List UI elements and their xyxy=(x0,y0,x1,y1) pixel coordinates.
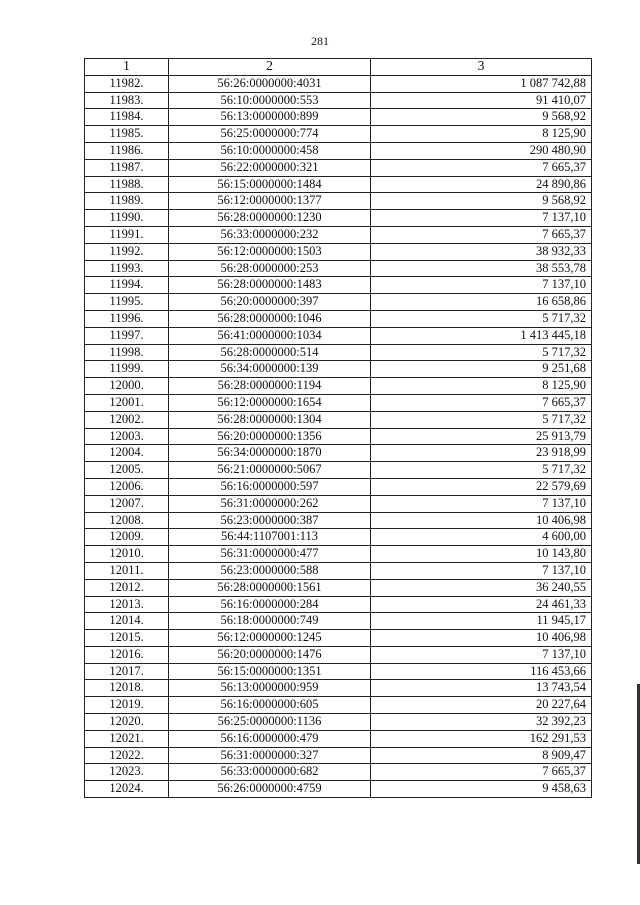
row-number-cell: 11992. xyxy=(85,243,169,260)
table-row xyxy=(85,193,592,210)
value-cell: 8 125,90 xyxy=(371,378,592,395)
value-cell: 5 717,32 xyxy=(371,310,592,327)
row-number-cell: 12008. xyxy=(85,512,169,529)
cadastral-number-cell: 56:16:0000000:605 xyxy=(169,697,371,714)
value-cell: 7 665,37 xyxy=(371,226,592,243)
cadastral-number-cell: 56:12:0000000:1503 xyxy=(169,243,371,260)
value-cell: 7 137,10 xyxy=(371,277,592,294)
cadastral-number-cell: 56:23:0000000:387 xyxy=(169,512,371,529)
cadastral-number-cell: 56:28:0000000:1046 xyxy=(169,310,371,327)
table-row xyxy=(85,764,592,781)
cadastral-number-cell: 56:26:0000000:4759 xyxy=(169,781,371,798)
cadastral-number-cell: 56:25:0000000:774 xyxy=(169,126,371,143)
cadastral-number-cell: 56:12:0000000:1654 xyxy=(169,394,371,411)
row-number-cell: 12020. xyxy=(85,714,169,731)
table-row xyxy=(85,462,592,479)
value-cell: 36 240,55 xyxy=(371,579,592,596)
row-number-cell: 11985. xyxy=(85,126,169,143)
row-number-cell: 12015. xyxy=(85,630,169,647)
table-row xyxy=(85,344,592,361)
table-row xyxy=(85,747,592,764)
cadastral-number-cell: 56:20:0000000:1476 xyxy=(169,646,371,663)
row-number-cell: 12017. xyxy=(85,663,169,680)
value-cell: 91 410,07 xyxy=(371,92,592,109)
cadastral-number-cell: 56:10:0000000:458 xyxy=(169,142,371,159)
table-row xyxy=(85,579,592,596)
cadastral-number-cell: 56:28:0000000:1230 xyxy=(169,210,371,227)
table-row xyxy=(85,546,592,563)
row-number-cell: 12000. xyxy=(85,378,169,395)
cadastral-number-cell: 56:10:0000000:553 xyxy=(169,92,371,109)
value-cell: 116 453,66 xyxy=(371,663,592,680)
value-cell: 7 137,10 xyxy=(371,495,592,512)
table-row xyxy=(85,445,592,462)
row-number-cell: 12011. xyxy=(85,562,169,579)
page-number: 281 xyxy=(311,34,329,48)
cadastral-number-cell: 56:15:0000000:1351 xyxy=(169,663,371,680)
cadastral-number-cell: 56:16:0000000:597 xyxy=(169,478,371,495)
cadastral-number-cell: 56:22:0000000:321 xyxy=(169,159,371,176)
row-number-cell: 12022. xyxy=(85,747,169,764)
row-number-cell: 12003. xyxy=(85,428,169,445)
value-cell: 9 251,68 xyxy=(371,361,592,378)
cadastral-number-cell: 56:28:0000000:253 xyxy=(169,260,371,277)
cadastral-number-cell: 56:21:0000000:5067 xyxy=(169,462,371,479)
value-cell: 10 406,98 xyxy=(371,630,592,647)
cadastral-number-cell: 56:26:0000000:4031 xyxy=(169,75,371,92)
cadastral-number-cell: 56:28:0000000:1304 xyxy=(169,411,371,428)
cadastral-number-cell: 56:15:0000000:1484 xyxy=(169,176,371,193)
cadastral-number-cell: 56:28:0000000:1483 xyxy=(169,277,371,294)
value-cell: 38 932,33 xyxy=(371,243,592,260)
row-number-cell: 11983. xyxy=(85,92,169,109)
cadastral-number-cell: 56:28:0000000:1194 xyxy=(169,378,371,395)
table-row xyxy=(85,596,592,613)
value-cell: 20 227,64 xyxy=(371,697,592,714)
value-cell: 9 568,92 xyxy=(371,193,592,210)
value-cell: 32 392,23 xyxy=(371,714,592,731)
cadastral-number-cell: 56:12:0000000:1245 xyxy=(169,630,371,647)
table-row xyxy=(85,646,592,663)
cadastral-number-cell: 56:20:0000000:397 xyxy=(169,294,371,311)
table-row xyxy=(85,394,592,411)
cadastral-number-cell: 56:31:0000000:477 xyxy=(169,546,371,563)
row-number-cell: 11986. xyxy=(85,142,169,159)
row-number-cell: 11982. xyxy=(85,75,169,92)
value-cell: 22 579,69 xyxy=(371,478,592,495)
column-header-number: 1 xyxy=(85,59,169,76)
row-number-cell: 12006. xyxy=(85,478,169,495)
cadastral-number-cell: 56:33:0000000:682 xyxy=(169,764,371,781)
cadastral-number-cell: 56:28:0000000:1561 xyxy=(169,579,371,596)
table-row xyxy=(85,310,592,327)
row-number-cell: 12012. xyxy=(85,579,169,596)
table-row xyxy=(85,697,592,714)
cadastral-number-cell: 56:34:0000000:1870 xyxy=(169,445,371,462)
column-header-cadastral-number: 2 xyxy=(169,59,371,76)
row-number-cell: 11988. xyxy=(85,176,169,193)
table-row xyxy=(85,126,592,143)
value-cell: 9 458,63 xyxy=(371,781,592,798)
row-number-cell: 11987. xyxy=(85,159,169,176)
table-row xyxy=(85,159,592,176)
table-row xyxy=(85,529,592,546)
row-number-cell: 12016. xyxy=(85,646,169,663)
row-number-cell: 11997. xyxy=(85,327,169,344)
row-number-cell: 11984. xyxy=(85,109,169,126)
cadastral-number-cell: 56:18:0000000:749 xyxy=(169,613,371,630)
table-row xyxy=(85,109,592,126)
value-cell: 1 087 742,88 xyxy=(371,75,592,92)
table-row xyxy=(85,75,592,92)
cadastral-number-cell: 56:25:0000000:1136 xyxy=(169,714,371,731)
cadastral-number-cell: 56:34:0000000:139 xyxy=(169,361,371,378)
value-cell: 7 665,37 xyxy=(371,394,592,411)
value-cell: 7 665,37 xyxy=(371,764,592,781)
row-number-cell: 12013. xyxy=(85,596,169,613)
table-row xyxy=(85,243,592,260)
value-cell: 11 945,17 xyxy=(371,613,592,630)
row-number-cell: 12019. xyxy=(85,697,169,714)
row-number-cell: 11996. xyxy=(85,310,169,327)
row-number-cell: 11993. xyxy=(85,260,169,277)
cadastral-number-cell: 56:28:0000000:514 xyxy=(169,344,371,361)
value-cell: 13 743,54 xyxy=(371,680,592,697)
table-row xyxy=(85,327,592,344)
value-cell: 5 717,32 xyxy=(371,344,592,361)
value-cell: 25 913,79 xyxy=(371,428,592,445)
cadastral-number-cell: 56:16:0000000:284 xyxy=(169,596,371,613)
table-row xyxy=(85,378,592,395)
row-number-cell: 11991. xyxy=(85,226,169,243)
table-row xyxy=(85,226,592,243)
table-row xyxy=(85,562,592,579)
table-row xyxy=(85,680,592,697)
value-cell: 290 480,90 xyxy=(371,142,592,159)
table-row xyxy=(85,411,592,428)
table-row xyxy=(85,260,592,277)
value-cell: 5 717,32 xyxy=(371,462,592,479)
value-cell: 1 413 445,18 xyxy=(371,327,592,344)
row-number-cell: 12018. xyxy=(85,680,169,697)
value-cell: 162 291,53 xyxy=(371,730,592,747)
table-row xyxy=(85,277,592,294)
table-row xyxy=(85,613,592,630)
table-row xyxy=(85,428,592,445)
table-row xyxy=(85,92,592,109)
table-header-row xyxy=(85,59,592,76)
row-number-cell: 12002. xyxy=(85,411,169,428)
cadastral-number-cell: 56:31:0000000:262 xyxy=(169,495,371,512)
row-number-cell: 11998. xyxy=(85,344,169,361)
value-cell: 8 125,90 xyxy=(371,126,592,143)
table-row xyxy=(85,478,592,495)
value-cell: 23 918,99 xyxy=(371,445,592,462)
table-row xyxy=(85,663,592,680)
value-cell: 7 137,10 xyxy=(371,646,592,663)
cadastral-number-cell: 56:12:0000000:1377 xyxy=(169,193,371,210)
cadastral-number-cell: 56:13:0000000:899 xyxy=(169,109,371,126)
table-row xyxy=(85,210,592,227)
value-cell: 16 658,86 xyxy=(371,294,592,311)
table-row xyxy=(85,495,592,512)
row-number-cell: 11990. xyxy=(85,210,169,227)
cadastral-number-cell: 56:33:0000000:232 xyxy=(169,226,371,243)
value-cell: 7 137,10 xyxy=(371,562,592,579)
table-row xyxy=(85,361,592,378)
cadastral-number-cell: 56:13:0000000:959 xyxy=(169,680,371,697)
table-row xyxy=(85,176,592,193)
row-number-cell: 12021. xyxy=(85,730,169,747)
value-cell: 5 717,32 xyxy=(371,411,592,428)
cadastral-number-cell: 56:41:0000000:1034 xyxy=(169,327,371,344)
row-number-cell: 11995. xyxy=(85,294,169,311)
table-row xyxy=(85,512,592,529)
row-number-cell: 12004. xyxy=(85,445,169,462)
row-number-cell: 11989. xyxy=(85,193,169,210)
column-header-value: 3 xyxy=(371,59,592,76)
value-cell: 4 600,00 xyxy=(371,529,592,546)
row-number-cell: 12024. xyxy=(85,781,169,798)
row-number-cell: 11994. xyxy=(85,277,169,294)
value-cell: 9 568,92 xyxy=(371,109,592,126)
value-cell: 10 143,80 xyxy=(371,546,592,563)
table-row xyxy=(85,730,592,747)
row-number-cell: 12009. xyxy=(85,529,169,546)
table-row xyxy=(85,781,592,798)
row-number-cell: 12001. xyxy=(85,394,169,411)
value-cell: 10 406,98 xyxy=(371,512,592,529)
table-row xyxy=(85,294,592,311)
table-row xyxy=(85,714,592,731)
table-body xyxy=(85,75,592,797)
registry-table xyxy=(84,58,592,798)
cadastral-number-cell: 56:16:0000000:479 xyxy=(169,730,371,747)
row-number-cell: 12007. xyxy=(85,495,169,512)
row-number-cell: 11999. xyxy=(85,361,169,378)
value-cell: 8 909,47 xyxy=(371,747,592,764)
cadastral-number-cell: 56:20:0000000:1356 xyxy=(169,428,371,445)
value-cell: 7 665,37 xyxy=(371,159,592,176)
value-cell: 24 461,33 xyxy=(371,596,592,613)
cadastral-number-cell: 56:31:0000000:327 xyxy=(169,747,371,764)
row-number-cell: 12023. xyxy=(85,764,169,781)
table-row xyxy=(85,630,592,647)
cadastral-number-cell: 56:44:1107001:113 xyxy=(169,529,371,546)
value-cell: 7 137,10 xyxy=(371,210,592,227)
table-row xyxy=(85,142,592,159)
cadastral-number-cell: 56:23:0000000:588 xyxy=(169,562,371,579)
row-number-cell: 12010. xyxy=(85,546,169,563)
row-number-cell: 12005. xyxy=(85,462,169,479)
value-cell: 24 890,86 xyxy=(371,176,592,193)
row-number-cell: 12014. xyxy=(85,613,169,630)
value-cell: 38 553,78 xyxy=(371,260,592,277)
